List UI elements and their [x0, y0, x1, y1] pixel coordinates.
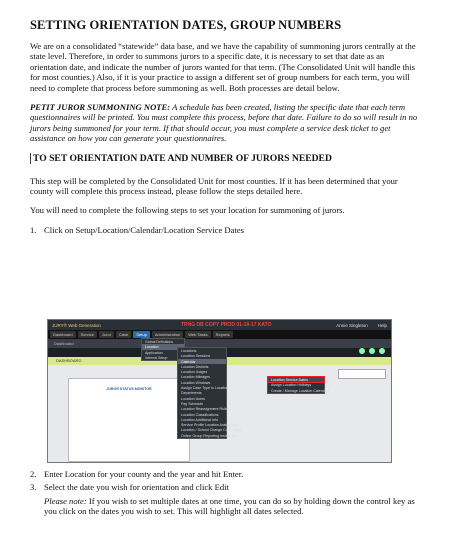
- summoning-note: [30, 102, 422, 144]
- menu-item: Calendar: [178, 359, 226, 364]
- steps-intro-paragraph: You will need to complete the following steps to set your location for summoning of jurors.: [30, 205, 345, 216]
- menu-item: Service Profile Location Assignment: [181, 423, 239, 428]
- step-3: [30, 482, 422, 492]
- menu-item: Location Classifications: [181, 412, 219, 417]
- menu-item: Location: [142, 344, 184, 349]
- step-2: [30, 469, 422, 479]
- step-number: 2.: [30, 469, 37, 479]
- app-titlebar: [48, 320, 391, 330]
- status-icon: [369, 348, 375, 354]
- menu-web-tasks: Web Tasks: [185, 331, 210, 338]
- menu-item: Assign Case Type to Location: [181, 386, 229, 391]
- step-text: Select the date you wish for orientation and click Edit: [44, 482, 229, 493]
- menu-item: Internal Setup: [145, 355, 168, 360]
- step-text: Enter Location for your county and the year and hit Enter.: [44, 469, 244, 479]
- steps-list: [30, 225, 422, 235]
- menu-item: Location Sessions: [181, 354, 211, 359]
- juror-status-panel: [68, 378, 190, 462]
- please-note-label: Please note:: [44, 495, 87, 506]
- calendar-submenu: [267, 376, 330, 394]
- menu-item: Location Reassignment Rules: [181, 407, 229, 412]
- dropdown-box: [338, 369, 386, 379]
- step-number: 1.: [30, 224, 37, 235]
- note-text: A schedule has been created, listing the specific date that each term questionnaires will be printed. You must complete this process, before that date. Failure to do so will result in no jurors being summoned for your term. If that should occur, you must complete a service desk ticket to get assistance on how you can generate your questionnaires.: [30, 102, 418, 144]
- steps-list-continued: [30, 469, 422, 493]
- note-label: PETIT JUROR SUMMONING NOTE:: [30, 102, 171, 113]
- please-note: [30, 496, 422, 517]
- app-menubar: [48, 330, 391, 339]
- menu-case: Case: [116, 331, 131, 338]
- dashboard-label: Dashboard: [48, 339, 391, 348]
- please-note-text: If you wish to set multiple dates at one time, you can do so by holding down the control key as you click on the dates you wish to set. This will highlight all dates selected.: [44, 495, 415, 517]
- status-icon: [379, 348, 385, 354]
- app-name: JURY® Web Generation: [52, 322, 101, 328]
- menu-item: Location Districts: [181, 364, 209, 369]
- consolidated-paragraph: This step will be completed by the Consolidated Unit for most counties. If it has been determined that your county will complete this process instead, please follow the steps detailed here.: [30, 175, 398, 197]
- menu-item: Departments: [181, 391, 202, 396]
- menu-item: Location Mileages: [181, 375, 210, 380]
- menu-item: Location Judges: [181, 370, 208, 375]
- menu-administration: Administration: [152, 331, 183, 338]
- menu-item: Create / Manage Location Calendars: [271, 388, 330, 393]
- dashboard-bar: DASHBOARD: [48, 357, 391, 365]
- menu-juror: Juror: [99, 331, 114, 338]
- step-1: [30, 225, 422, 235]
- menu-item: Pay Schedule: [181, 401, 204, 406]
- menu-reports: Reports: [213, 331, 233, 338]
- toolbar-icons: [359, 348, 385, 354]
- menu-item: Location Additional Info: [181, 417, 219, 422]
- document-title: SETTING ORIENTATION DATES, GROUP NUMBERS: [30, 18, 342, 32]
- menu-item: Location / School Change Code Mgmt: [181, 428, 242, 433]
- menu-dashboard: Dashboard: [50, 331, 76, 338]
- menu-item-location-service-dates: Location Service Dates: [268, 377, 324, 382]
- menu-item: Location Users: [181, 396, 205, 401]
- menu-item: Online Group Reporting Instructions: [181, 433, 239, 438]
- menu-item: Location Windows: [181, 380, 211, 385]
- environment-banner: TRNG DB COPY PROD 01-19-17 KATO: [180, 322, 272, 328]
- step-text: Click on Setup/Location/Calendar/Location Service Dates: [44, 224, 244, 235]
- intro-paragraph: We are on a consolidated “statewide” data base, and we have the capability of summoning jurors centrally at the state level. Therefore, in order to summons jurors to a specific date, it is necessary to set that date as an orientation date, and indicate the number of jurors wanted for that term. (The Consolidated Unit will handle this for most counties.) Also, if it is your practice to assign a different set of group numbers for each term, you will need to complete that process before summoning as well. Both processes are detail below.: [30, 41, 416, 93]
- menu-item: Global Definitions: [145, 340, 174, 344]
- step-number: 3.: [30, 482, 37, 493]
- menu-item: Assign Location Holidays: [271, 383, 312, 388]
- menu-item: Application: [145, 350, 163, 355]
- panel-title: JUROR STATUS MONITOR: [106, 387, 152, 391]
- user-name: Annie Singleton: [336, 322, 368, 328]
- menu-service: Service: [78, 331, 97, 338]
- location-submenu: [177, 347, 242, 439]
- embedded-screenshot: [47, 319, 392, 463]
- menu-item: Locations: [181, 349, 197, 353]
- menu-setup: Setup: [133, 331, 149, 338]
- section-heading: TO SET ORIENTATION DATE AND NUMBER OF JURORS NEEDED: [30, 153, 422, 164]
- help-link: Help: [377, 322, 387, 328]
- remaining-steps: [30, 469, 422, 517]
- status-icon: [359, 348, 365, 354]
